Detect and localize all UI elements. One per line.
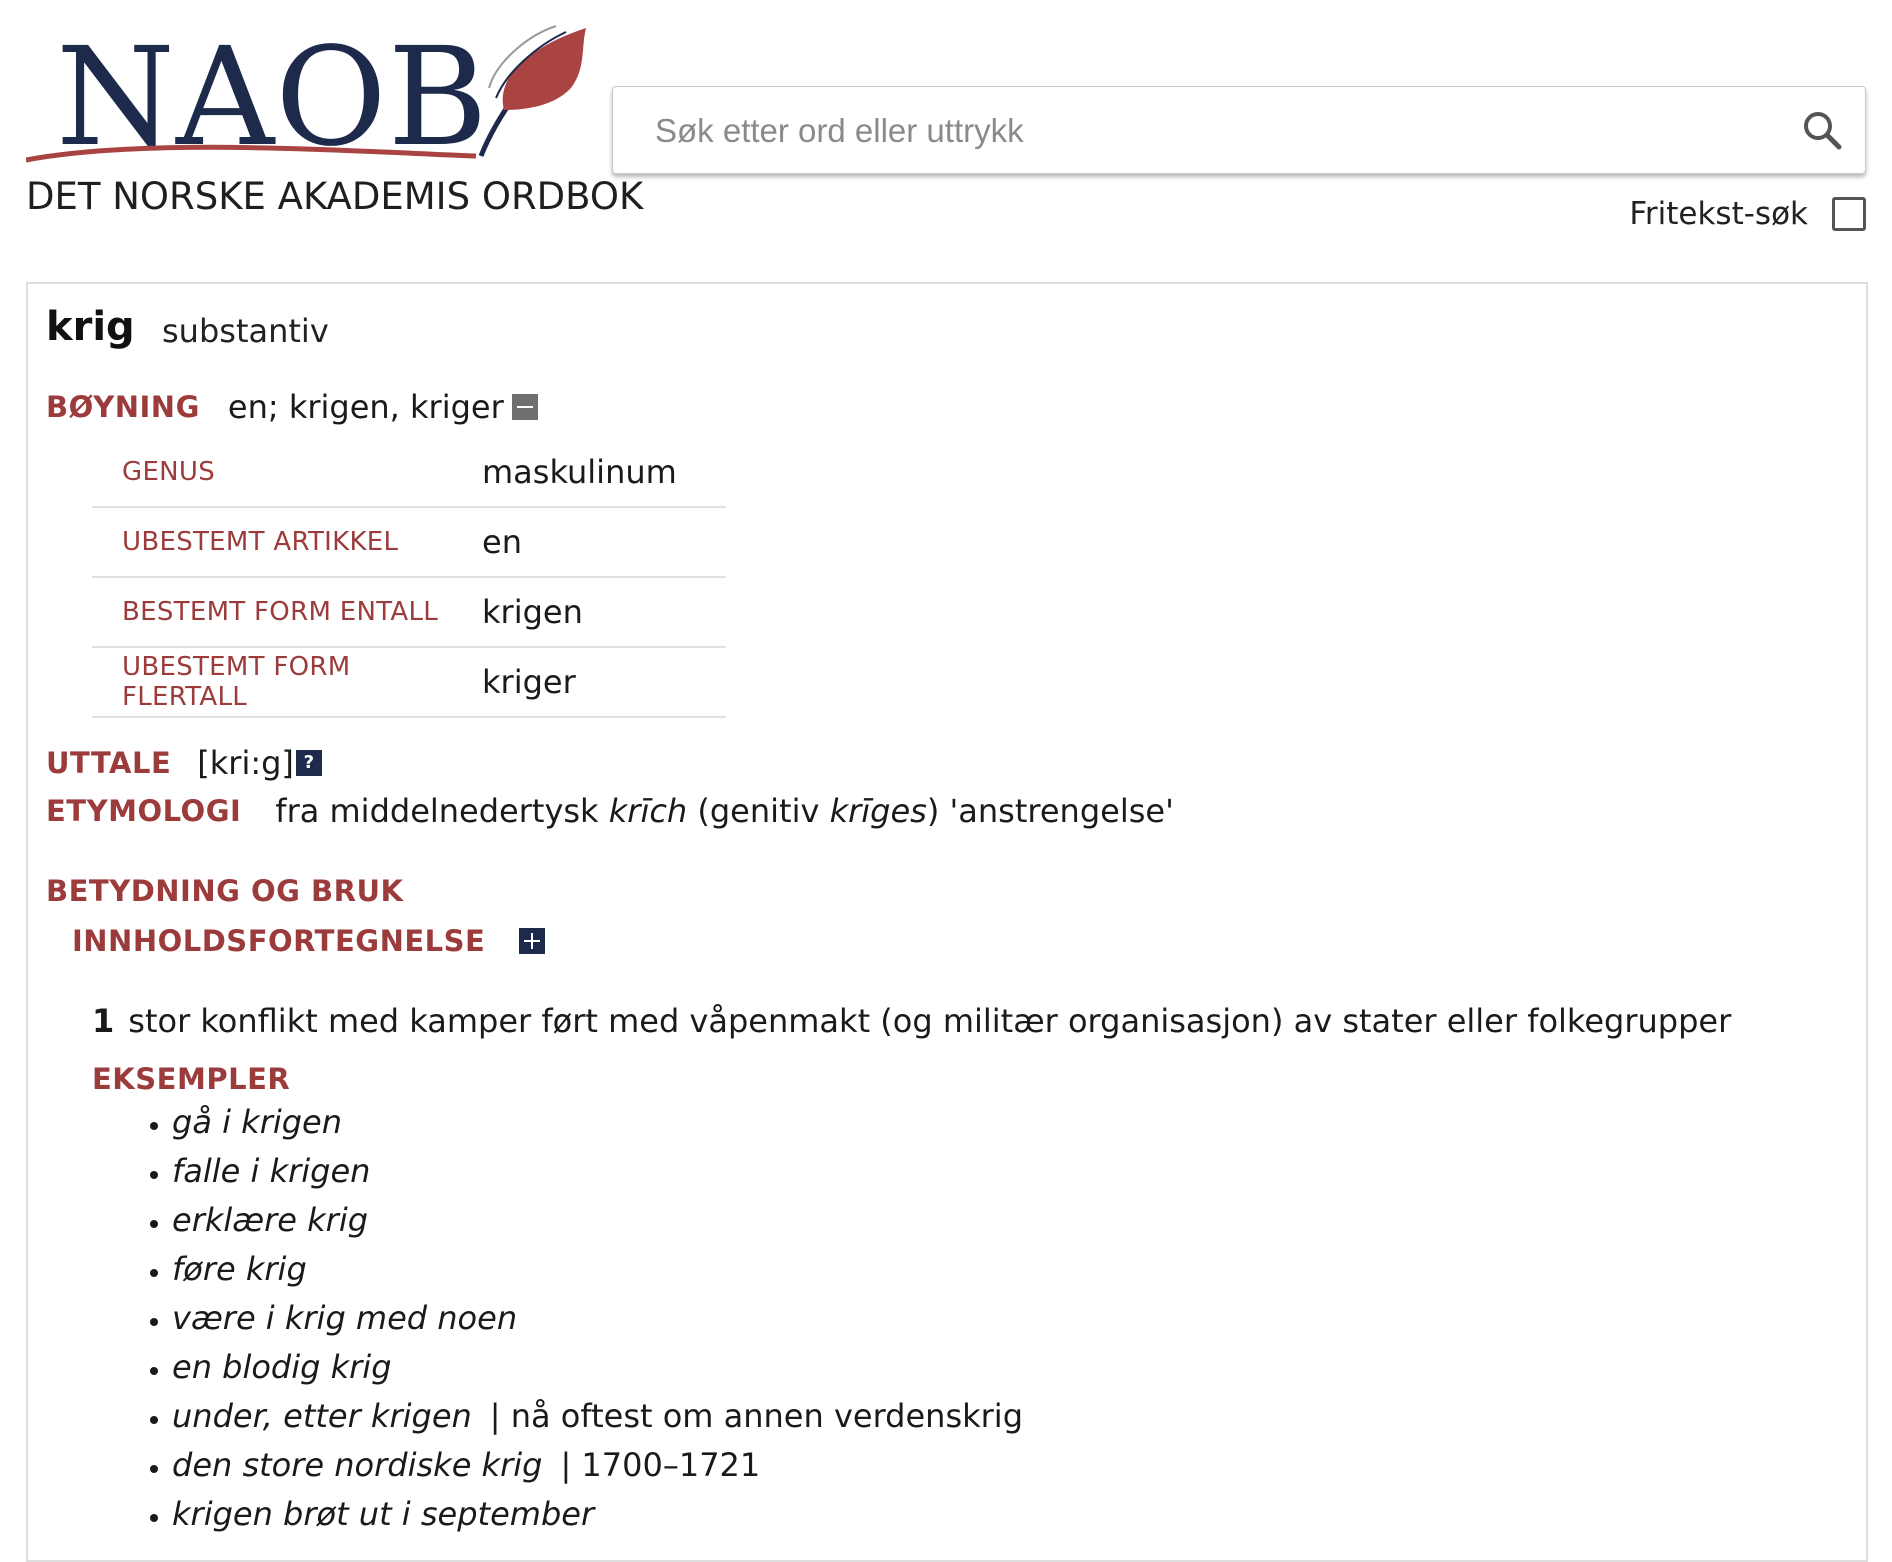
inflection-value: krigen	[482, 577, 726, 647]
sense-number: 1	[92, 1002, 115, 1040]
fritekst-toggle	[1629, 196, 1866, 232]
list-item	[172, 1392, 1023, 1441]
etymologi-mid: (genitiv	[687, 792, 830, 830]
inflection-table	[92, 438, 726, 718]
inflection-value: maskulinum	[482, 438, 726, 507]
etymologi-word: krīch	[608, 792, 688, 830]
example-text: gå i krigen	[172, 1103, 343, 1141]
example-note: | 1700–1721	[560, 1446, 761, 1484]
search-input[interactable]	[653, 107, 1757, 155]
logo-wordmark: NAOB	[56, 19, 489, 177]
uttale-label: UTTALE	[46, 746, 172, 780]
example-text: falle i krigen	[172, 1152, 371, 1190]
table-row	[92, 507, 726, 577]
inflection-key: BESTEMT FORM ENTALL	[92, 577, 482, 647]
table-row	[92, 577, 726, 647]
example-text: erklære krig	[172, 1201, 369, 1239]
fritekst-checkbox[interactable]	[1832, 197, 1866, 231]
list-item	[172, 1441, 1023, 1490]
example-text: en blodig krig	[172, 1348, 392, 1386]
innhold-label: INNHOLDSFORTEGNELSE	[72, 924, 486, 958]
etymologi-row	[46, 792, 1174, 830]
boyning-row	[46, 388, 538, 426]
etymologi-text	[275, 792, 1174, 830]
logo-subtitle: DET NORSKE AKADEMIS ORDBOK	[26, 175, 644, 218]
table-row	[92, 438, 726, 507]
list-item	[172, 1196, 1023, 1245]
part-of-speech: substantiv	[162, 312, 329, 350]
etymologi-label: ETYMOLOGI	[46, 794, 242, 828]
inflection-key: UBESTEMT FORM FLERTALL	[92, 647, 482, 717]
collapse-boyning-icon[interactable]	[512, 394, 538, 420]
examples-list	[140, 1098, 1023, 1539]
inflection-key: UBESTEMT ARTIKKEL	[92, 507, 482, 577]
list-item	[172, 1147, 1023, 1196]
list-item	[172, 1245, 1023, 1294]
fritekst-label: Fritekst-søk	[1629, 196, 1808, 232]
expand-innhold-icon[interactable]	[519, 928, 545, 954]
example-text: krigen brøt ut i september	[172, 1495, 595, 1533]
list-item	[172, 1294, 1023, 1343]
list-item	[172, 1490, 1023, 1539]
dictionary-entry	[26, 282, 1868, 1562]
inflection-key: GENUS	[92, 438, 482, 507]
innhold-row[interactable]	[72, 924, 545, 958]
eksempler-label: EKSEMPLER	[92, 1062, 291, 1096]
etymologi-suffix: ) 'anstrengelse'	[926, 792, 1174, 830]
example-text: føre krig	[172, 1250, 307, 1288]
example-text: være i krig med noen	[172, 1299, 518, 1337]
etymologi-prefix: fra middelnedertysk	[275, 792, 609, 830]
example-note: | nå oftest om annen verdenskrig	[489, 1397, 1023, 1435]
naob-logo[interactable]	[26, 18, 644, 218]
table-row	[92, 647, 726, 717]
list-item	[172, 1343, 1023, 1392]
headword: krig	[46, 304, 135, 350]
uttale-value: [kri:g]	[197, 744, 294, 782]
sense-1	[92, 1002, 1731, 1040]
inflection-value: kriger	[482, 647, 726, 717]
etymologi-genitive: krīges	[829, 792, 927, 830]
search-box	[612, 86, 1866, 174]
example-text: den store nordiske krig	[172, 1446, 543, 1484]
search-icon[interactable]	[1801, 109, 1843, 151]
sense-definition: stor konflikt med kamper ført med våpenmakt (og militær organisasjon) av stater eller folkegrupper	[128, 1002, 1732, 1040]
example-text: under, etter krigen	[172, 1397, 472, 1435]
help-icon[interactable]: ?	[296, 750, 322, 776]
boyning-label: BØYNING	[46, 390, 200, 424]
list-item	[172, 1098, 1023, 1147]
betydning-heading: BETYDNING OG BRUK	[46, 874, 404, 908]
inflection-value: en	[482, 507, 726, 577]
uttale-row	[46, 744, 322, 782]
boyning-summary: en; krigen, kriger	[227, 388, 504, 426]
